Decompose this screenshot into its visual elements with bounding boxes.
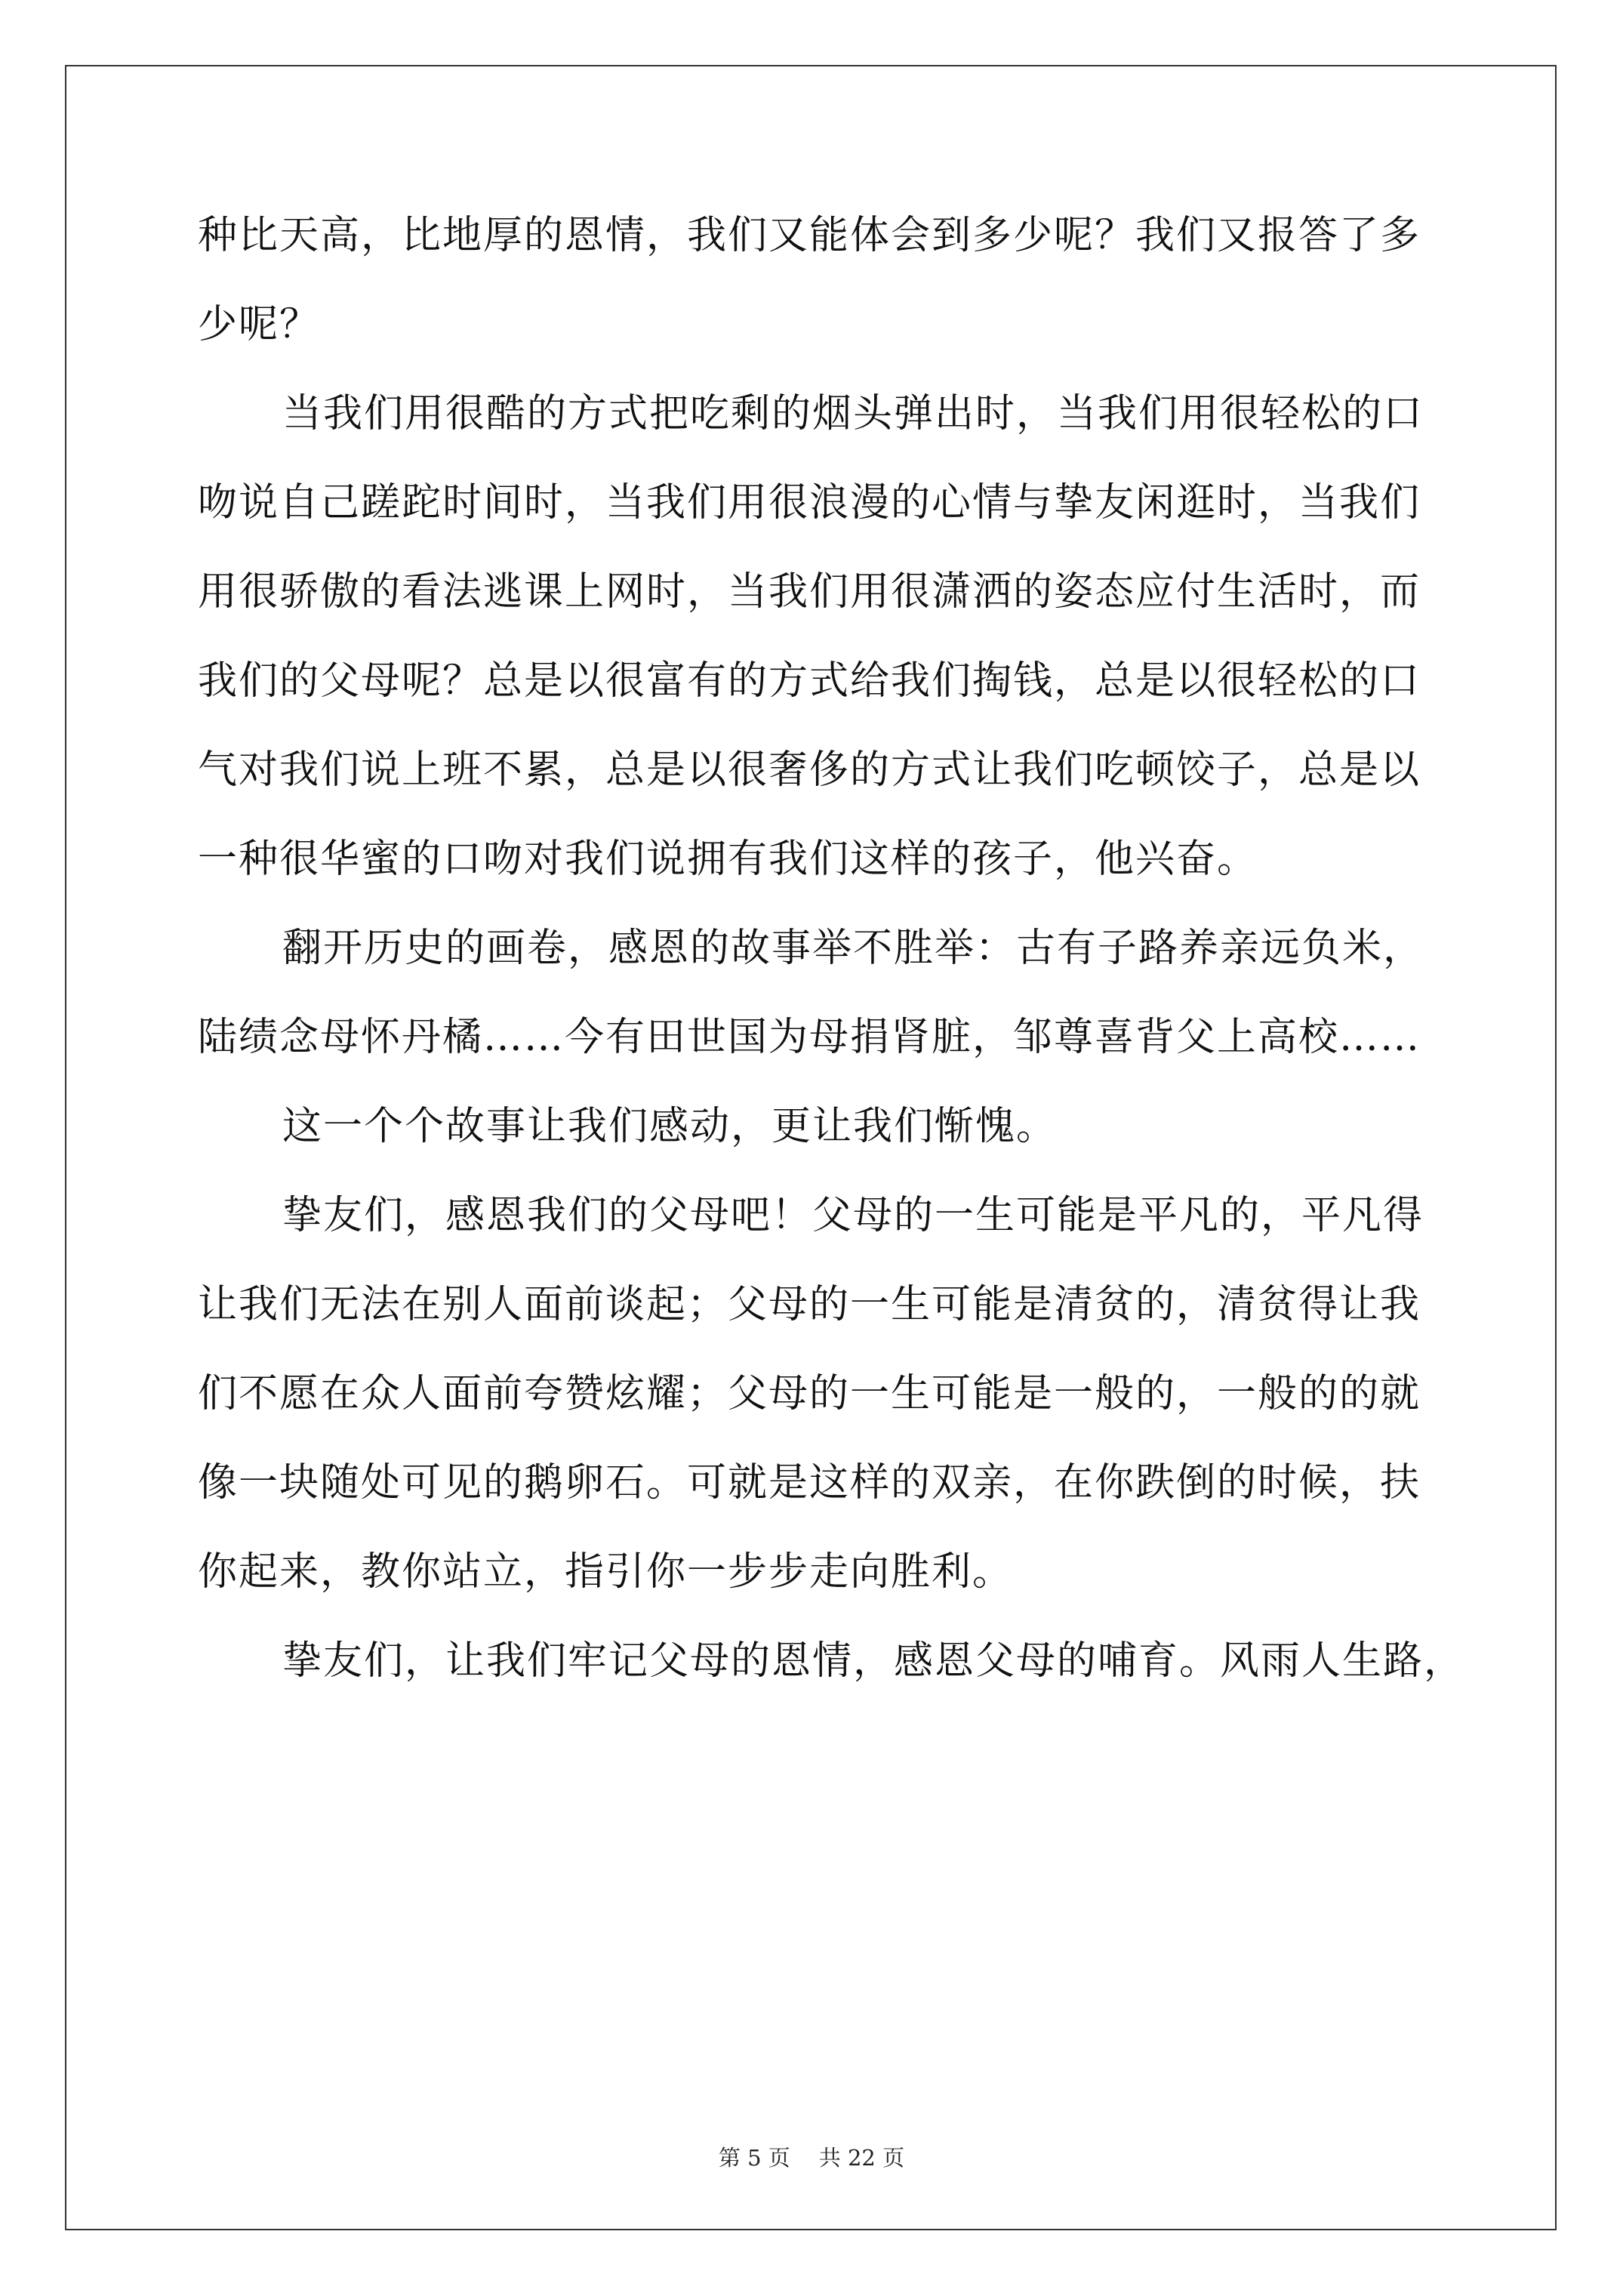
text-line: 像一块随处可见的鹅卵石。可就是这样的双亲，在你跌倒的时候，扶 [198, 1460, 1421, 1505]
text-line: 用很骄傲的看法逃课上网时，当我们用很潇洒的姿态应付生活时，而 [198, 569, 1421, 615]
text-line: 你起来，教你站立，指引你一步步走向胜利。 [198, 1549, 1014, 1595]
paragraph-start-line: 当我们用很酷的方式把吃剩的烟头弹出时，当我们用很轻松的口 [282, 391, 1424, 436]
text-line: 吻说自己蹉跎时间时，当我们用很浪漫的心情与挚友闲逛时，当我们 [198, 480, 1421, 525]
page-number: 第 5 页 [718, 2145, 790, 2171]
paragraph-start-line: 挚友们，让我们牢记父母的恩情，感恩父母的哺育。风雨人生路， [282, 1638, 1465, 1684]
text-line: 少呢？ [198, 302, 321, 347]
text-line: 种比天高，比地厚的恩情，我们又能体会到多少呢？我们又报答了多 [198, 213, 1421, 258]
body-text [198, 204, 1465, 1718]
page-total: 共 22 页 [818, 2145, 905, 2171]
paragraph-start-line: 挚友们，感恩我们的父母吧！父母的一生可能是平凡的，平凡得 [282, 1193, 1424, 1238]
text-line: 让我们无法在别人面前谈起；父母的一生可能是清贫的，清贫得让我 [198, 1282, 1421, 1327]
paragraph-start-line: 这一个个故事让我们感动，更让我们惭愧。 [282, 1104, 1058, 1149]
text-line: 气对我们说上班不累，总是以很奢侈的方式让我们吃顿饺子，总是以 [198, 747, 1421, 793]
page-footer [0, 2143, 1623, 2173]
text-line: 陆绩念母怀丹橘……今有田世国为母捐肾脏，邹尊喜背父上高校…… [198, 1015, 1421, 1060]
text-line: 们不愿在众人面前夸赞炫耀；父母的一生可能是一般的，一般的的就 [198, 1371, 1421, 1416]
text-line: 我们的父母呢？总是以很富有的方式给我们掏钱，总是以很轻松的口 [198, 658, 1421, 704]
paragraph-start-line: 翻开历史的画卷，感恩的故事举不胜举：古有子路养亲远负米， [282, 926, 1424, 971]
text-line: 一种很华蜜的口吻对我们说拥有我们这样的孩子，他兴奋。 [198, 837, 1258, 882]
